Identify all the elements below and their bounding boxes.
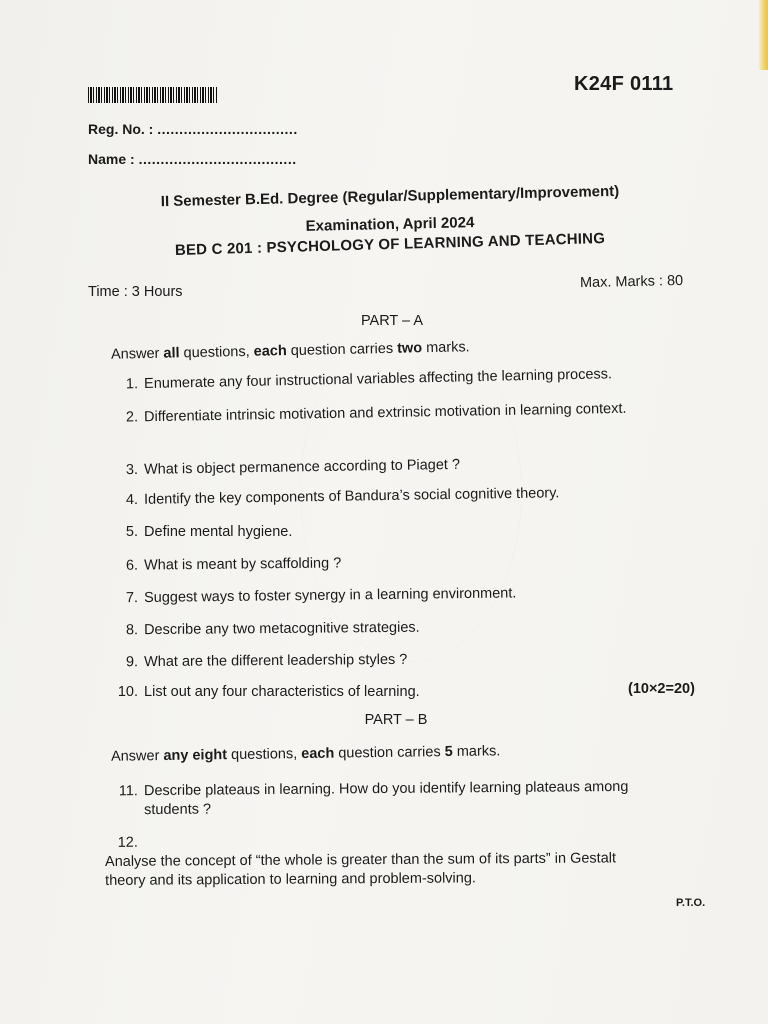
name-field bbox=[88, 151, 297, 167]
question-number: 4. bbox=[125, 491, 139, 509]
instr-text: question carries bbox=[286, 340, 398, 360]
question-item bbox=[105, 583, 665, 609]
question-item bbox=[105, 523, 665, 542]
barcode bbox=[88, 87, 218, 103]
exam-title-line1: II Semester B.Ed. Degree (Regular/Supplementary/Improvement) bbox=[160, 182, 620, 211]
instr-bold: all bbox=[163, 345, 180, 362]
question-number: 2. bbox=[125, 409, 139, 426]
course-title: BED C 201 : PSYCHOLOGY OF LEARNING AND TEACHING bbox=[174, 229, 606, 260]
question-item bbox=[105, 830, 665, 891]
instr-text: questions, bbox=[226, 746, 302, 764]
question-text: What are the different leadership styles ? bbox=[143, 651, 408, 671]
part-a-instructions bbox=[111, 339, 470, 363]
question-item bbox=[105, 453, 665, 481]
question-text: List out any four characteristics of learning. bbox=[144, 684, 420, 700]
question-number: 12. bbox=[117, 834, 138, 851]
name-label: Name : bbox=[88, 151, 135, 167]
reg-no-blank: ................................ bbox=[157, 121, 298, 137]
question-text: Describe any two metacognitive strategies. bbox=[143, 619, 420, 639]
instr-bold: any eight bbox=[163, 747, 228, 764]
part-b-instructions bbox=[111, 743, 500, 764]
question-text: What is meant by scaffolding ? bbox=[143, 555, 342, 574]
question-number: 1. bbox=[125, 376, 139, 393]
max-marks: Max. Marks : 80 bbox=[579, 272, 684, 292]
question-number: 5. bbox=[125, 524, 138, 540]
question-number: 6. bbox=[125, 557, 139, 574]
question-text: Define mental hygiene. bbox=[144, 524, 293, 540]
instr-text: Answer bbox=[110, 345, 164, 363]
instr-text: Answer bbox=[110, 747, 164, 765]
instr-text: marks. bbox=[421, 339, 470, 357]
instr-bold: each bbox=[301, 745, 335, 763]
question-number: 9. bbox=[125, 654, 139, 671]
question-number: 3. bbox=[125, 461, 139, 479]
question-text: What is object permanence according to Piaget ? bbox=[143, 456, 461, 478]
instr-text: marks. bbox=[452, 743, 501, 760]
question-text: Identify the key components of Bandura’s social cognitive theory. bbox=[143, 485, 560, 508]
question-item bbox=[105, 683, 665, 702]
question-number: 7. bbox=[125, 590, 139, 607]
reg-no-field bbox=[88, 121, 298, 137]
question-item bbox=[105, 617, 665, 641]
part-a-marks: (10×2=20) bbox=[628, 681, 695, 697]
instr-bold: 5 bbox=[444, 743, 453, 761]
instr-text: question carries bbox=[334, 744, 445, 762]
reg-no-label: Reg. No. : bbox=[88, 121, 154, 137]
name-blank: .................................... bbox=[138, 151, 297, 167]
pto-note: P.T.O. bbox=[676, 897, 706, 909]
question-number: 11. bbox=[118, 783, 138, 800]
question-number: 8. bbox=[125, 622, 139, 639]
question-text: Suggest ways to foster synergy in a learning environment. bbox=[143, 585, 517, 606]
part-a-heading: PART – A bbox=[360, 313, 424, 329]
question-text: Analyse the concept of “the whole is greater than the sum of its parts” in Gestalt theory and its application to learning and problem-solving. bbox=[104, 850, 617, 889]
exam-duration: Time : 3 Hours bbox=[88, 284, 183, 300]
question-item bbox=[105, 364, 665, 395]
question-item bbox=[105, 649, 665, 673]
part-b-heading: PART – B bbox=[364, 712, 428, 728]
instr-bold: two bbox=[396, 340, 423, 357]
question-item bbox=[105, 551, 665, 576]
paper-code: K24F 0111 bbox=[574, 73, 674, 95]
question-item bbox=[105, 399, 665, 428]
exam-title-line2: Examination, April 2024 bbox=[305, 214, 475, 235]
question-number: 10. bbox=[117, 684, 138, 700]
instr-text: questions, bbox=[179, 343, 254, 362]
question-text: Differentiate intrinsic motivation and extrinsic motivation in learning context. bbox=[143, 400, 627, 426]
paper-edge bbox=[758, 0, 768, 70]
question-item bbox=[105, 483, 665, 511]
instr-bold: each bbox=[253, 343, 287, 360]
question-text: Describe plateaus in learning. How do you identify learning plateaus among students ? bbox=[143, 778, 629, 819]
question-text: Enumerate any four instructional variables affecting the learning process. bbox=[143, 366, 613, 393]
question-item bbox=[105, 778, 665, 821]
